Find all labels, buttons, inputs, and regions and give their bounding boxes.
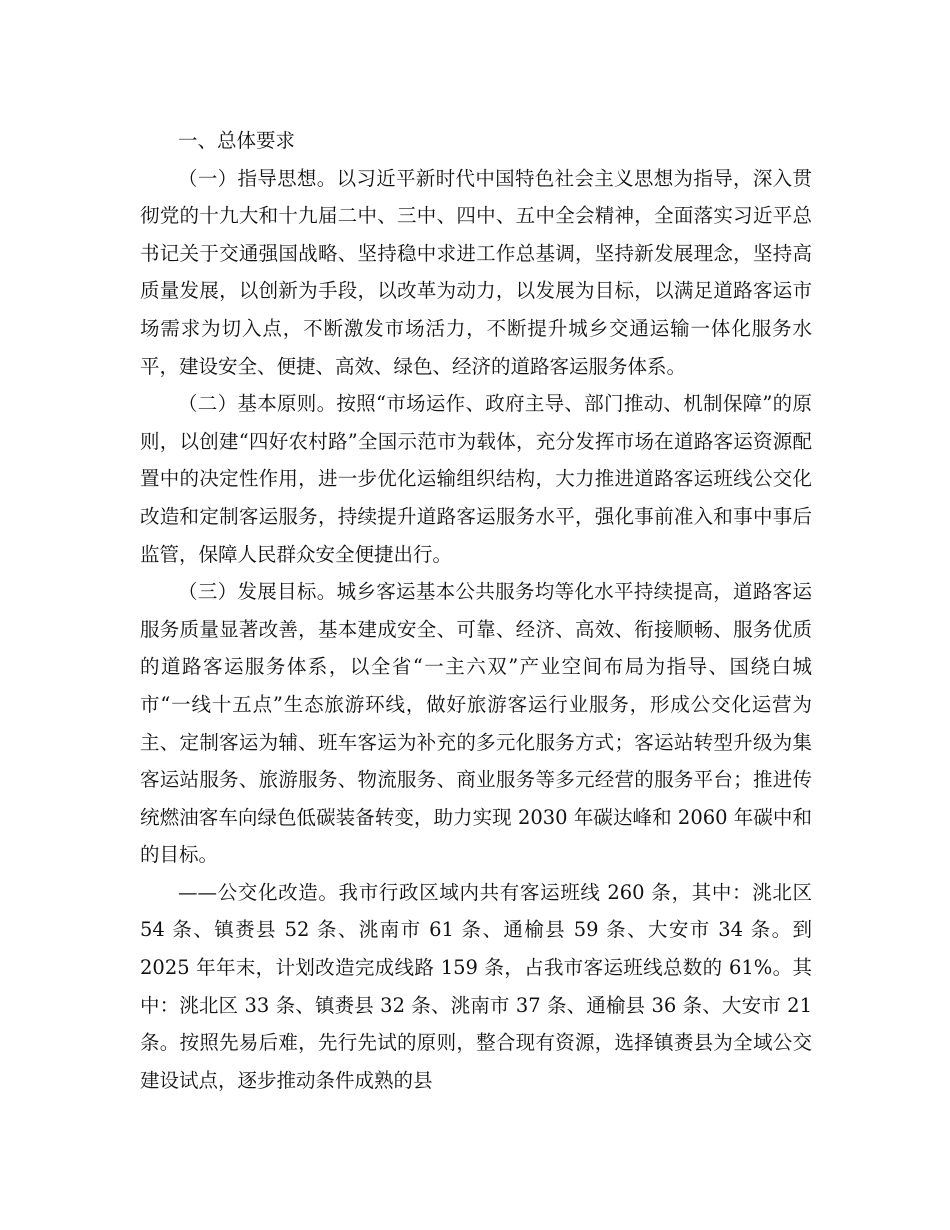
document-page [140, 122, 812, 1099]
paragraph-bus-transformation: ——公交化改造。我市行政区域内共有客运班线 260 条，其中：洮北区 54 条、镇赉县 52 条、洮南市 61 条、通榆县 59 条、大安市 34 条。到 2025 年年末，计划改造完成线路 159 条，占我市客运班线总数的 61%。其中：洮北区 33 条、镇赉县 32 条、洮南市 37 条、通榆县 36 条、大安市 21 条。按照先易后难，先行先试的原则，整合现有资源，选择镇赉县为全域公交建设试点，逐步推动条件成熟的县 [140, 880, 812, 1092]
section-heading: 一、总体要求 [178, 129, 296, 152]
paragraph-basic-principles: （二）基本原则。按照“市场运作、政府主导、部门推动、机制保障”的原则，以创建“四好农村路”全国示范市为载体，充分发挥市场在道路客运资源配置中的决定性作用，进一步优化运输组织结构，大力推进道路客运班线公交化改造和定制客运服务，持续提升道路客运服务水平，强化事前准入和事中事后监管，保障人民群众安全便捷出行。 [140, 392, 812, 566]
paragraph-development-goals: （三）发展目标。城乡客运基本公共服务均等化水平持续提高，道路客运服务质量显著改善，基本建成安全、可靠、经济、高效、衔接顺畅、服务优质的道路客运服务体系，以全省“一主六双”产业空间布局为指导、国绕白城市“一线十五点”生态旅游环线，做好旅游客运行业服务，形成公交化运营为主、定制客运为辅、班车客运为补充的多元化服务方式；客运站转型升级为集客运站服务、旅游服务、物流服务、商业服务等多元经营的服务平台；推进传统燃油客车向绿色低碳装备转变，助力实现 2030 年碳达峰和 2060 年碳中和的目标。 [140, 580, 812, 867]
paragraph-guiding-ideology: （一）指导思想。以习近平新时代中国特色社会主义思想为指导，深入贯彻党的十九大和十九届二中、三中、四中、五中全会精神，全面落实习近平总书记关于交通强国战略、坚持稳中求进工作总基调，坚持新发展理念，坚持高质量发展，以创新为手段，以改革为动力，以发展为目标，以满足道路客运市场需求为切入点，不断激发市场活力，不断提升城乡交通运输一体化服务水平，建设安全、便捷、高效、绿色、经济的道路客运服务体系。 [140, 166, 812, 378]
